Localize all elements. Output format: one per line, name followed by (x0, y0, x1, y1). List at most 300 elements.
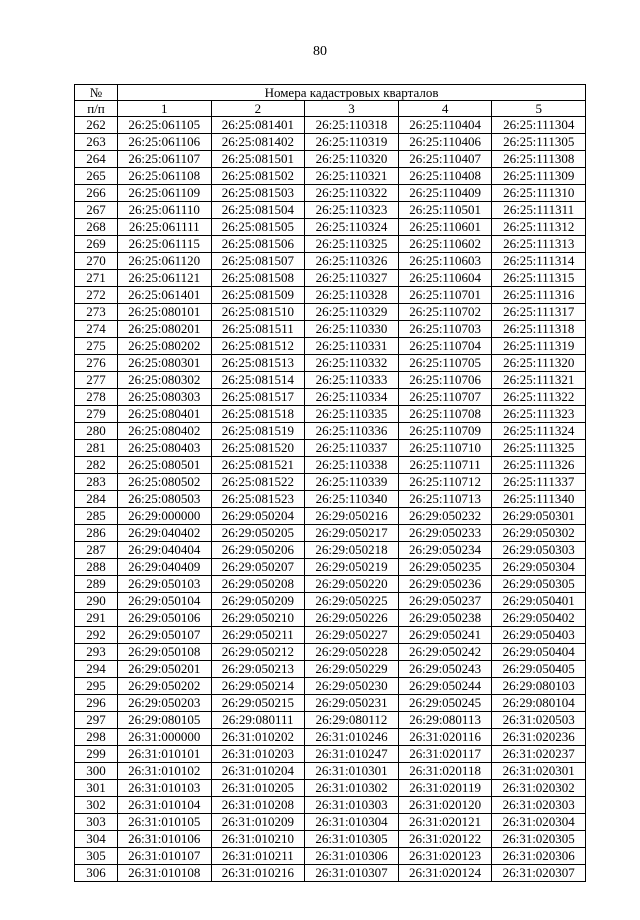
cadastral-number-cell: 26:29:050242 (398, 644, 492, 661)
table-row (75, 253, 586, 270)
cadastral-number-cell: 26:31:010211 (211, 848, 305, 865)
cadastral-number-cell: 26:25:061107 (118, 151, 212, 168)
table-body (75, 117, 586, 882)
cadastral-number-cell: 26:25:110330 (305, 321, 399, 338)
cadastral-number-cell: 26:31:020306 (492, 848, 586, 865)
row-number: 276 (75, 355, 118, 372)
cadastral-number-cell: 26:31:010216 (211, 865, 305, 882)
cadastral-number-cell: 26:25:111316 (492, 287, 586, 304)
cadastral-number-cell: 26:25:110328 (305, 287, 399, 304)
cadastral-number-cell: 26:29:050230 (305, 678, 399, 695)
cadastral-number-cell: 26:29:050235 (398, 559, 492, 576)
header-column-1: 1 (118, 101, 212, 117)
cadastral-number-cell: 26:25:110604 (398, 270, 492, 287)
cadastral-number-cell: 26:29:050220 (305, 576, 399, 593)
cadastral-number-cell: 26:29:050241 (398, 627, 492, 644)
cadastral-number-cell: 26:29:050215 (211, 695, 305, 712)
table-row (75, 678, 586, 695)
row-number: 266 (75, 185, 118, 202)
row-number: 304 (75, 831, 118, 848)
cadastral-number-cell: 26:25:080402 (118, 423, 212, 440)
cadastral-number-cell: 26:31:020116 (398, 729, 492, 746)
cadastral-number-cell: 26:25:111340 (492, 491, 586, 508)
cadastral-number-cell: 26:31:010106 (118, 831, 212, 848)
table-row (75, 797, 586, 814)
table-row (75, 321, 586, 338)
row-number: 267 (75, 202, 118, 219)
header-number-sign: № (75, 85, 118, 101)
cadastral-number-cell: 26:29:050207 (211, 559, 305, 576)
cadastral-number-cell: 26:25:061110 (118, 202, 212, 219)
cadastral-number-cell: 26:31:010304 (305, 814, 399, 831)
row-number: 287 (75, 542, 118, 559)
row-number: 292 (75, 627, 118, 644)
cadastral-number-cell: 26:29:050305 (492, 576, 586, 593)
cadastral-number-cell: 26:31:010210 (211, 831, 305, 848)
cadastral-number-cell: 26:25:081503 (211, 185, 305, 202)
cadastral-number-cell: 26:29:050201 (118, 661, 212, 678)
cadastral-number-cell: 26:25:111324 (492, 423, 586, 440)
cadastral-number-cell: 26:25:111314 (492, 253, 586, 270)
cadastral-number-cell: 26:25:110601 (398, 219, 492, 236)
row-number: 275 (75, 338, 118, 355)
cadastral-number-cell: 26:25:080503 (118, 491, 212, 508)
table-row (75, 372, 586, 389)
table-row (75, 831, 586, 848)
row-number: 290 (75, 593, 118, 610)
cadastral-number-cell: 26:25:111319 (492, 338, 586, 355)
row-number: 273 (75, 304, 118, 321)
cadastral-number-cell: 26:25:110710 (398, 440, 492, 457)
row-number: 271 (75, 270, 118, 287)
cadastral-number-cell: 26:25:061121 (118, 270, 212, 287)
table-row (75, 610, 586, 627)
row-number: 285 (75, 508, 118, 525)
cadastral-number-cell: 26:25:081510 (211, 304, 305, 321)
cadastral-number-cell: 26:29:050218 (305, 542, 399, 559)
cadastral-number-cell: 26:25:081507 (211, 253, 305, 270)
cadastral-number-cell: 26:29:050213 (211, 661, 305, 678)
cadastral-number-cell: 26:25:110334 (305, 389, 399, 406)
row-number: 305 (75, 848, 118, 865)
row-number: 282 (75, 457, 118, 474)
row-number: 270 (75, 253, 118, 270)
table-row (75, 185, 586, 202)
cadastral-number-cell: 26:25:061106 (118, 134, 212, 151)
table-row (75, 406, 586, 423)
table-row (75, 848, 586, 865)
cadastral-number-cell: 26:31:010306 (305, 848, 399, 865)
cadastral-number-cell: 26:29:080104 (492, 695, 586, 712)
cadastral-number-cell: 26:29:080113 (398, 712, 492, 729)
cadastral-number-cell: 26:25:061401 (118, 287, 212, 304)
cadastral-number-cell: 26:25:110711 (398, 457, 492, 474)
cadastral-number-cell: 26:29:050208 (211, 576, 305, 593)
cadastral-number-cell: 26:25:110701 (398, 287, 492, 304)
table-row (75, 627, 586, 644)
row-number: 297 (75, 712, 118, 729)
table-row (75, 491, 586, 508)
cadastral-number-cell: 26:25:110324 (305, 219, 399, 236)
row-number: 274 (75, 321, 118, 338)
cadastral-number-cell: 26:25:081504 (211, 202, 305, 219)
table-row (75, 525, 586, 542)
cadastral-number-cell: 26:31:010107 (118, 848, 212, 865)
cadastral-number-cell: 26:25:081519 (211, 423, 305, 440)
table-row (75, 270, 586, 287)
cadastral-number-cell: 26:25:061105 (118, 117, 212, 134)
cadastral-number-cell: 26:31:010247 (305, 746, 399, 763)
cadastral-number-cell: 26:31:010105 (118, 814, 212, 831)
cadastral-number-cell: 26:25:081501 (211, 151, 305, 168)
cadastral-number-cell: 26:25:111325 (492, 440, 586, 457)
row-number: 279 (75, 406, 118, 423)
table-header (75, 85, 586, 117)
table-row (75, 865, 586, 882)
cadastral-number-cell: 26:25:081522 (211, 474, 305, 491)
cadastral-number-cell: 26:29:050202 (118, 678, 212, 695)
cadastral-number-cell: 26:31:010102 (118, 763, 212, 780)
row-number: 301 (75, 780, 118, 797)
cadastral-number-cell: 26:25:080302 (118, 372, 212, 389)
cadastral-number-cell: 26:25:110408 (398, 168, 492, 185)
table-row (75, 661, 586, 678)
cadastral-number-cell: 26:25:110340 (305, 491, 399, 508)
cadastral-number-cell: 26:29:050212 (211, 644, 305, 661)
table-row (75, 746, 586, 763)
cadastral-number-cell: 26:29:050107 (118, 627, 212, 644)
cadastral-number-cell: 26:25:081523 (211, 491, 305, 508)
cadastral-number-cell: 26:25:111308 (492, 151, 586, 168)
cadastral-number-cell: 26:25:110406 (398, 134, 492, 151)
cadastral-number-cell: 26:25:081401 (211, 117, 305, 134)
table-row (75, 168, 586, 185)
row-number: 284 (75, 491, 118, 508)
cadastral-number-cell: 26:25:111320 (492, 355, 586, 372)
cadastral-number-cell: 26:29:050203 (118, 695, 212, 712)
cadastral-number-cell: 26:25:081511 (211, 321, 305, 338)
cadastral-number-cell: 26:29:050402 (492, 610, 586, 627)
table-row (75, 117, 586, 134)
row-number: 296 (75, 695, 118, 712)
table-row (75, 134, 586, 151)
cadastral-number-cell: 26:25:080201 (118, 321, 212, 338)
row-number: 288 (75, 559, 118, 576)
cadastral-number-cell: 26:25:110336 (305, 423, 399, 440)
cadastral-number-cell: 26:29:050206 (211, 542, 305, 559)
cadastral-number-cell: 26:31:020302 (492, 780, 586, 797)
cadastral-number-cell: 26:25:110713 (398, 491, 492, 508)
table-row (75, 202, 586, 219)
cadastral-number-cell: 26:25:110702 (398, 304, 492, 321)
cadastral-number-cell: 26:25:110703 (398, 321, 492, 338)
row-number: 291 (75, 610, 118, 627)
table-row (75, 219, 586, 236)
cadastral-number-cell: 26:25:081502 (211, 168, 305, 185)
table-row (75, 593, 586, 610)
row-number: 306 (75, 865, 118, 882)
cadastral-number-cell: 26:31:010203 (211, 746, 305, 763)
row-number: 293 (75, 644, 118, 661)
cadastral-number-cell: 26:25:110707 (398, 389, 492, 406)
cadastral-number-cell: 26:29:050232 (398, 508, 492, 525)
cadastral-number-cell: 26:29:080111 (211, 712, 305, 729)
table-row (75, 644, 586, 661)
table-row (75, 355, 586, 372)
cadastral-number-cell: 26:25:081520 (211, 440, 305, 457)
cadastral-number-cell: 26:29:050217 (305, 525, 399, 542)
cadastral-number-cell: 26:29:050401 (492, 593, 586, 610)
cadastral-number-cell: 26:29:080103 (492, 678, 586, 695)
cadastral-number-cell: 26:31:020503 (492, 712, 586, 729)
cadastral-number-cell: 26:29:050225 (305, 593, 399, 610)
cadastral-number-cell: 26:31:020117 (398, 746, 492, 763)
cadastral-number-cell: 26:29:050108 (118, 644, 212, 661)
cadastral-number-cell: 26:31:010302 (305, 780, 399, 797)
cadastral-number-cell: 26:25:110322 (305, 185, 399, 202)
cadastral-number-cell: 26:25:110333 (305, 372, 399, 389)
cadastral-number-cell: 26:25:110331 (305, 338, 399, 355)
cadastral-number-cell: 26:31:020123 (398, 848, 492, 865)
cadastral-number-cell: 26:25:080401 (118, 406, 212, 423)
cadastral-number-cell: 26:29:050209 (211, 593, 305, 610)
cadastral-number-cell: 26:29:050231 (305, 695, 399, 712)
cadastral-number-cell: 26:25:111309 (492, 168, 586, 185)
table-row (75, 151, 586, 168)
cadastral-number-cell: 26:29:050302 (492, 525, 586, 542)
row-number: 263 (75, 134, 118, 151)
cadastral-number-cell: 26:25:080301 (118, 355, 212, 372)
table-row (75, 508, 586, 525)
cadastral-number-cell: 26:25:081521 (211, 457, 305, 474)
cadastral-number-cell: 26:25:061108 (118, 168, 212, 185)
row-number: 286 (75, 525, 118, 542)
cadastral-number-cell: 26:29:050226 (305, 610, 399, 627)
cadastral-number-cell: 26:29:050236 (398, 576, 492, 593)
row-number: 265 (75, 168, 118, 185)
cadastral-number-cell: 26:25:111322 (492, 389, 586, 406)
cadastral-number-cell: 26:25:110404 (398, 117, 492, 134)
header-group-title: Номера кадастровых кварталов (118, 85, 586, 101)
cadastral-number-cell: 26:25:110335 (305, 406, 399, 423)
row-number: 300 (75, 763, 118, 780)
cadastral-number-cell: 26:25:110339 (305, 474, 399, 491)
table-row (75, 423, 586, 440)
table-row (75, 763, 586, 780)
cadastral-number-cell: 26:29:040402 (118, 525, 212, 542)
cadastral-number-cell: 26:29:050216 (305, 508, 399, 525)
cadastral-number-cell: 26:29:050106 (118, 610, 212, 627)
cadastral-number-cell: 26:29:080112 (305, 712, 399, 729)
cadastral-number-cell: 26:29:050238 (398, 610, 492, 627)
cadastral-quarters-table (74, 84, 586, 882)
cadastral-number-cell: 26:25:080101 (118, 304, 212, 321)
cadastral-number-cell: 26:25:111337 (492, 474, 586, 491)
cadastral-number-cell: 26:31:020303 (492, 797, 586, 814)
cadastral-number-cell: 26:31:020122 (398, 831, 492, 848)
cadastral-number-cell: 26:25:110602 (398, 236, 492, 253)
cadastral-number-cell: 26:31:020119 (398, 780, 492, 797)
row-number: 303 (75, 814, 118, 831)
cadastral-number-cell: 26:25:110708 (398, 406, 492, 423)
cadastral-number-cell: 26:25:081514 (211, 372, 305, 389)
cadastral-number-cell: 26:31:010303 (305, 797, 399, 814)
cadastral-number-cell: 26:29:050405 (492, 661, 586, 678)
cadastral-number-cell: 26:25:111326 (492, 457, 586, 474)
cadastral-number-cell: 26:25:111310 (492, 185, 586, 202)
cadastral-number-cell: 26:31:020305 (492, 831, 586, 848)
cadastral-number-cell: 26:29:050304 (492, 559, 586, 576)
cadastral-number-cell: 26:29:050244 (398, 678, 492, 695)
cadastral-number-cell: 26:29:040404 (118, 542, 212, 559)
cadastral-number-cell: 26:25:111315 (492, 270, 586, 287)
cadastral-number-cell: 26:25:110705 (398, 355, 492, 372)
cadastral-number-cell: 26:25:061111 (118, 219, 212, 236)
cadastral-number-cell: 26:31:010209 (211, 814, 305, 831)
cadastral-number-cell: 26:29:050214 (211, 678, 305, 695)
cadastral-number-cell: 26:29:050205 (211, 525, 305, 542)
table-row (75, 474, 586, 491)
cadastral-number-cell: 26:29:050104 (118, 593, 212, 610)
cadastral-number-cell: 26:29:050301 (492, 508, 586, 525)
cadastral-number-cell: 26:25:110319 (305, 134, 399, 151)
cadastral-number-cell: 26:25:110325 (305, 236, 399, 253)
cadastral-number-cell: 26:25:110327 (305, 270, 399, 287)
cadastral-number-cell: 26:31:010101 (118, 746, 212, 763)
cadastral-number-cell: 26:29:050245 (398, 695, 492, 712)
cadastral-number-cell: 26:25:111312 (492, 219, 586, 236)
cadastral-number-cell: 26:31:010305 (305, 831, 399, 848)
cadastral-number-cell: 26:25:110320 (305, 151, 399, 168)
cadastral-number-cell: 26:29:050233 (398, 525, 492, 542)
cadastral-number-cell: 26:25:081517 (211, 389, 305, 406)
cadastral-number-cell: 26:25:111305 (492, 134, 586, 151)
table-row (75, 780, 586, 797)
header-column-4: 4 (398, 101, 492, 117)
cadastral-number-cell: 26:25:081513 (211, 355, 305, 372)
cadastral-number-cell: 26:29:050228 (305, 644, 399, 661)
table-row (75, 338, 586, 355)
row-number: 302 (75, 797, 118, 814)
cadastral-number-cell: 26:31:010208 (211, 797, 305, 814)
cadastral-number-cell: 26:29:050210 (211, 610, 305, 627)
cadastral-number-cell: 26:31:020236 (492, 729, 586, 746)
cadastral-number-cell: 26:31:010103 (118, 780, 212, 797)
table-row (75, 457, 586, 474)
cadastral-number-cell: 26:25:110321 (305, 168, 399, 185)
cadastral-number-cell: 26:31:010202 (211, 729, 305, 746)
row-number: 262 (75, 117, 118, 134)
cadastral-number-cell: 26:25:110332 (305, 355, 399, 372)
table-row (75, 389, 586, 406)
cadastral-number-cell: 26:29:050211 (211, 627, 305, 644)
table-row (75, 559, 586, 576)
cadastral-number-cell: 26:29:080105 (118, 712, 212, 729)
cadastral-number-cell: 26:25:111304 (492, 117, 586, 134)
cadastral-number-cell: 26:31:010108 (118, 865, 212, 882)
cadastral-number-cell: 26:25:080202 (118, 338, 212, 355)
table-row (75, 287, 586, 304)
cadastral-number-cell: 26:25:111323 (492, 406, 586, 423)
cadastral-number-cell: 26:25:110407 (398, 151, 492, 168)
cadastral-number-cell: 26:25:110326 (305, 253, 399, 270)
row-number: 280 (75, 423, 118, 440)
cadastral-number-cell: 26:25:110318 (305, 117, 399, 134)
cadastral-number-cell: 26:25:110337 (305, 440, 399, 457)
row-number: 278 (75, 389, 118, 406)
row-number: 298 (75, 729, 118, 746)
table-row (75, 542, 586, 559)
cadastral-number-cell: 26:25:110603 (398, 253, 492, 270)
cadastral-number-cell: 26:25:111317 (492, 304, 586, 321)
cadastral-number-cell: 26:31:010204 (211, 763, 305, 780)
table-row (75, 695, 586, 712)
header-column-2: 2 (211, 101, 305, 117)
row-number: 277 (75, 372, 118, 389)
cadastral-number-cell: 26:31:020237 (492, 746, 586, 763)
cadastral-number-cell: 26:31:020120 (398, 797, 492, 814)
table-row (75, 304, 586, 321)
cadastral-number-cell: 26:25:080502 (118, 474, 212, 491)
cadastral-number-cell: 26:25:110338 (305, 457, 399, 474)
row-number: 272 (75, 287, 118, 304)
cadastral-number-cell: 26:25:110704 (398, 338, 492, 355)
cadastral-number-cell: 26:25:081509 (211, 287, 305, 304)
cadastral-number-cell: 26:25:110706 (398, 372, 492, 389)
cadastral-number-cell: 26:25:081508 (211, 270, 305, 287)
cadastral-number-cell: 26:25:080403 (118, 440, 212, 457)
cadastral-number-cell: 26:29:040409 (118, 559, 212, 576)
cadastral-number-cell: 26:29:050227 (305, 627, 399, 644)
cadastral-number-cell: 26:31:020121 (398, 814, 492, 831)
cadastral-number-cell: 26:29:050229 (305, 661, 399, 678)
cadastral-number-cell: 26:29:050403 (492, 627, 586, 644)
cadastral-number-cell: 26:31:020124 (398, 865, 492, 882)
row-number: 264 (75, 151, 118, 168)
cadastral-number-cell: 26:25:111321 (492, 372, 586, 389)
cadastral-number-cell: 26:29:000000 (118, 508, 212, 525)
cadastral-number-cell: 26:29:050219 (305, 559, 399, 576)
cadastral-number-cell: 26:25:081512 (211, 338, 305, 355)
cadastral-number-cell: 26:31:010205 (211, 780, 305, 797)
row-number: 295 (75, 678, 118, 695)
header-pp: п/п (75, 101, 118, 117)
cadastral-number-cell: 26:29:050243 (398, 661, 492, 678)
cadastral-number-cell: 26:25:080303 (118, 389, 212, 406)
cadastral-number-cell: 26:25:111318 (492, 321, 586, 338)
cadastral-number-cell: 26:25:081506 (211, 236, 305, 253)
cadastral-number-cell: 26:29:050303 (492, 542, 586, 559)
row-number: 294 (75, 661, 118, 678)
cadastral-number-cell: 26:29:050103 (118, 576, 212, 593)
cadastral-number-cell: 26:29:050204 (211, 508, 305, 525)
header-column-3: 3 (305, 101, 399, 117)
cadastral-number-cell: 26:29:050404 (492, 644, 586, 661)
cadastral-number-cell: 26:25:081402 (211, 134, 305, 151)
row-number: 269 (75, 236, 118, 253)
cadastral-number-cell: 26:25:110329 (305, 304, 399, 321)
cadastral-number-cell: 26:31:010246 (305, 729, 399, 746)
cadastral-number-cell: 26:25:080501 (118, 457, 212, 474)
cadastral-number-cell: 26:31:010104 (118, 797, 212, 814)
cadastral-number-cell: 26:29:050237 (398, 593, 492, 610)
cadastral-number-cell: 26:25:111311 (492, 202, 586, 219)
header-column-5: 5 (492, 101, 586, 117)
cadastral-number-cell: 26:31:020304 (492, 814, 586, 831)
page-number: 80 (313, 44, 327, 59)
cadastral-number-cell: 26:25:061109 (118, 185, 212, 202)
cadastral-number-cell: 26:25:110501 (398, 202, 492, 219)
